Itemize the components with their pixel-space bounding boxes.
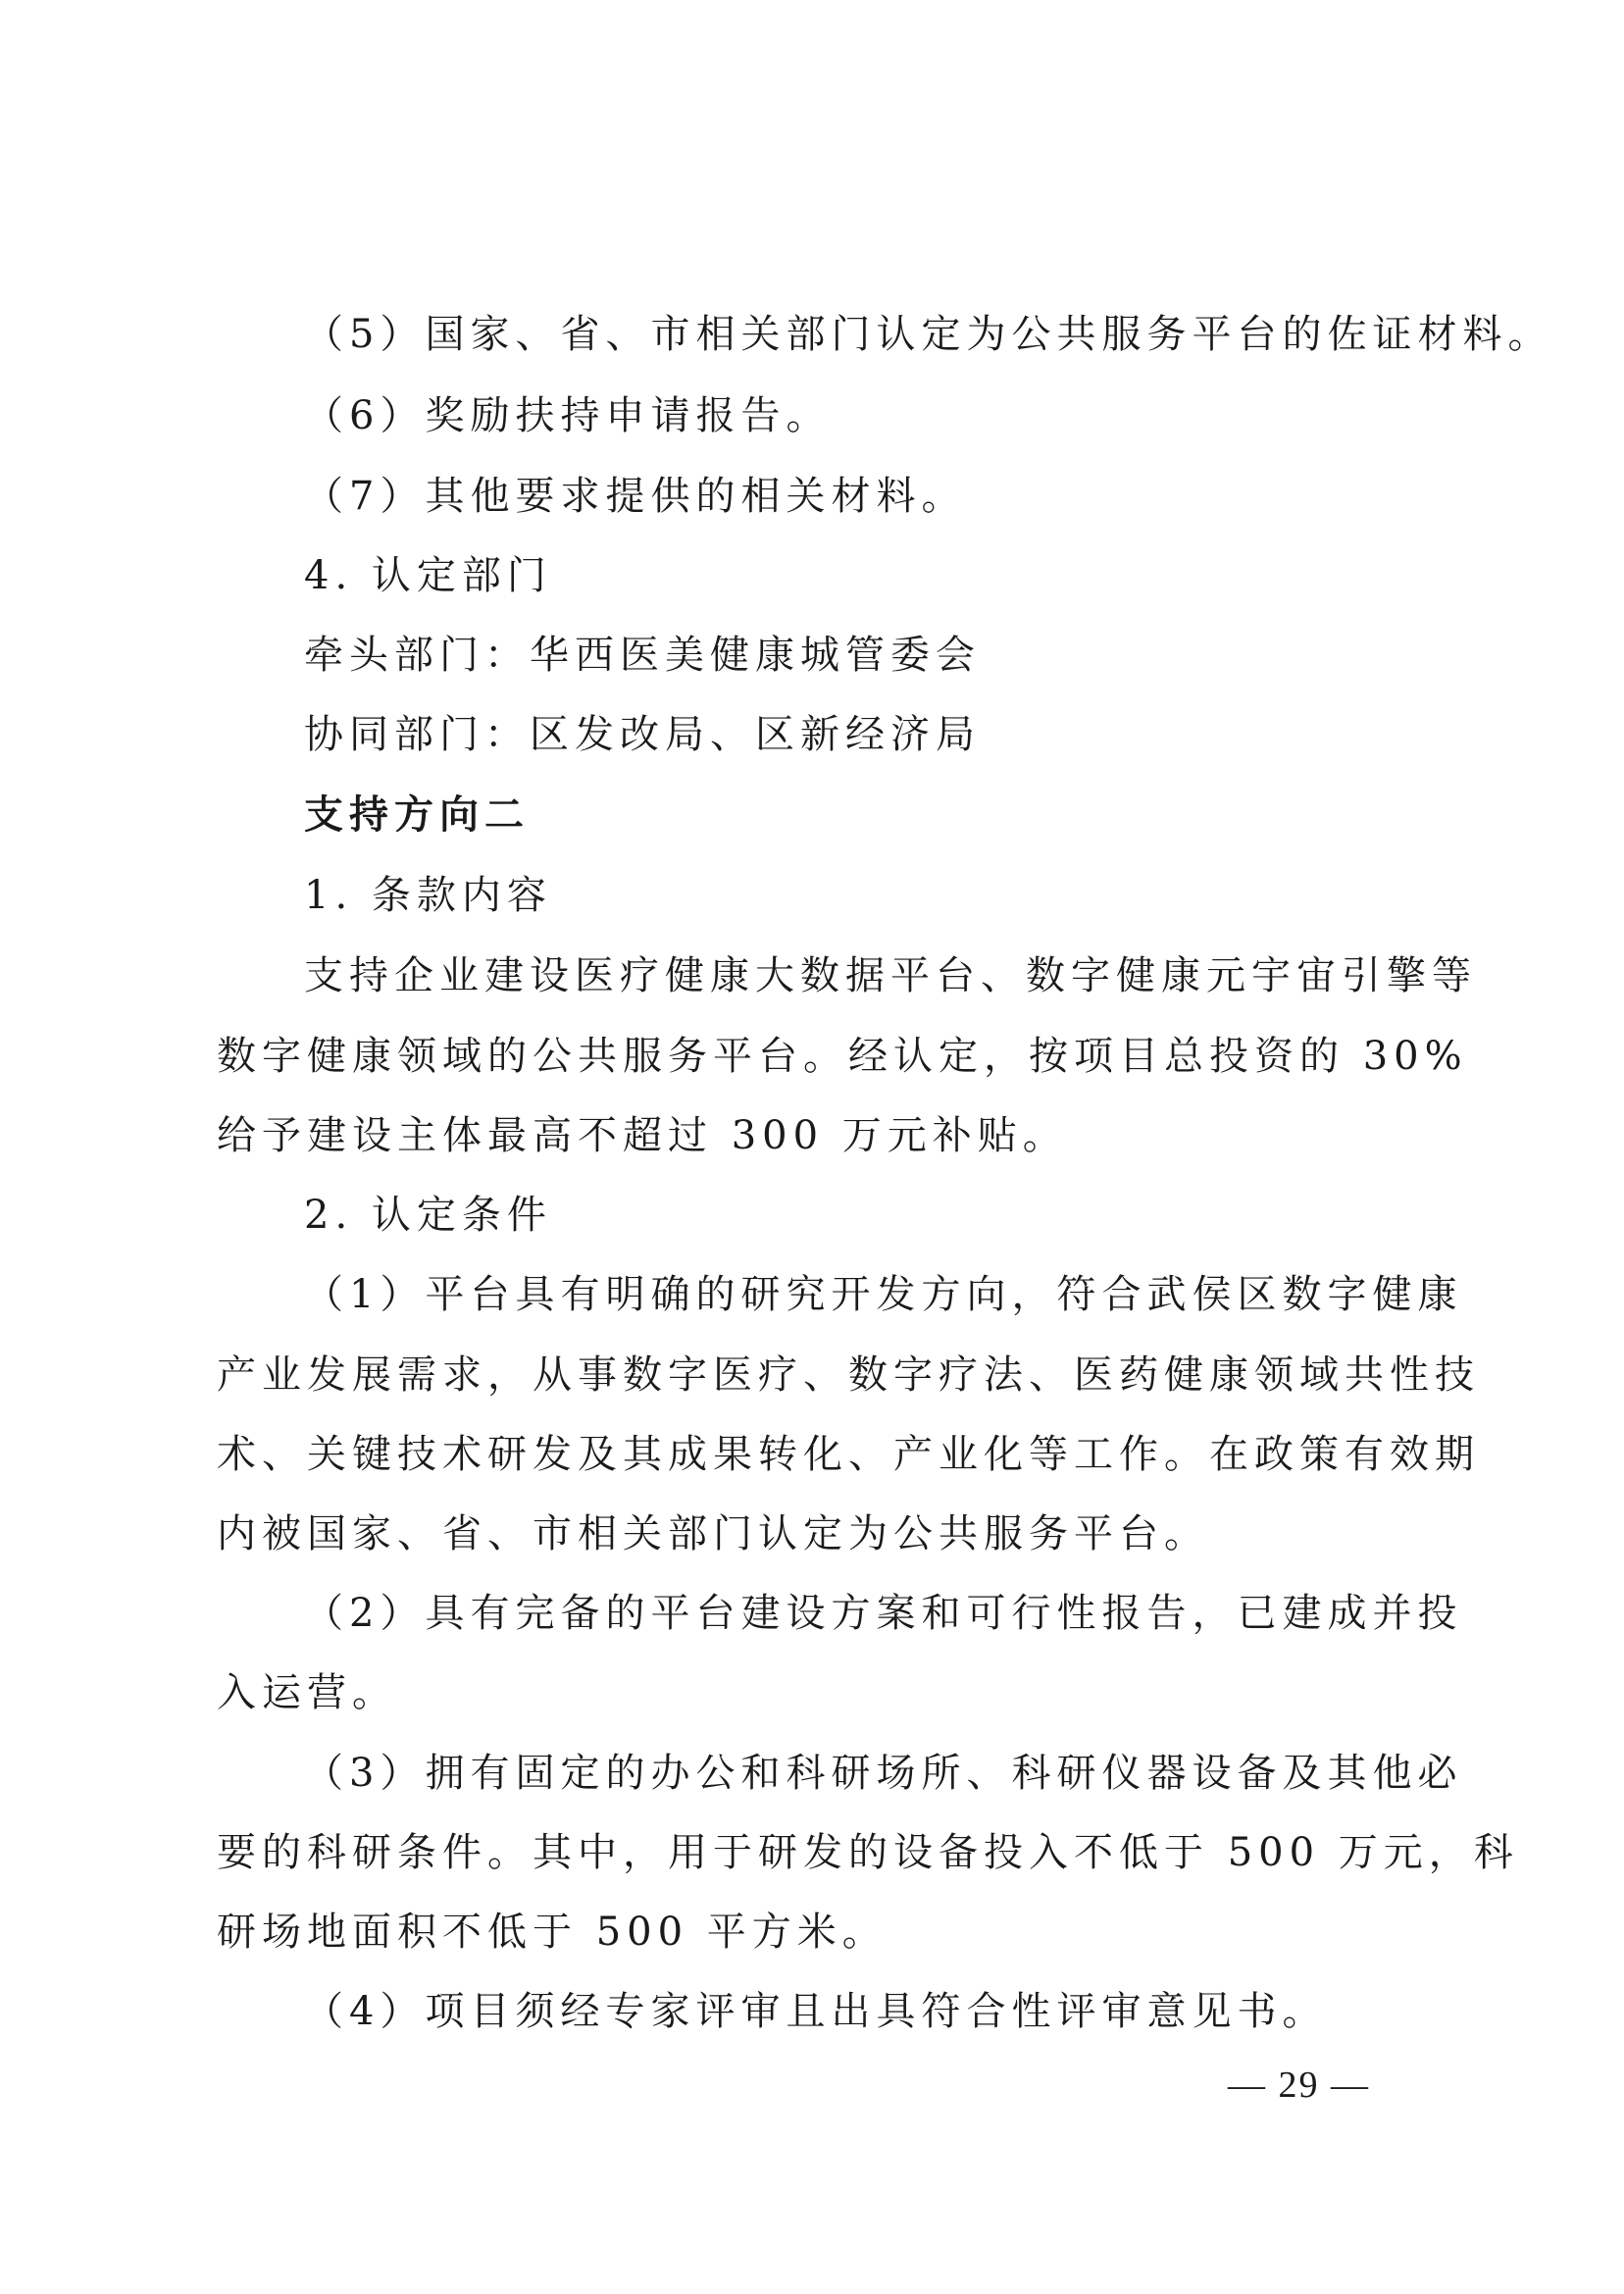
- condition-1-line: 内被国家、省、市相关部门认定为公共服务平台。: [217, 1511, 1209, 1556]
- section-2-heading: 2. 认定条件: [304, 1193, 552, 1238]
- item-7-other-materials: （7）其他要求提供的相关材料。: [304, 474, 967, 519]
- clause-paragraph-line: 给予建设主体最高不超过 300 万元补贴。: [217, 1113, 1068, 1158]
- section-4-heading: 4. 认定部门: [304, 553, 552, 598]
- clause-paragraph-line: 支持企业建设医疗健康大数据平台、数字健康元宇宙引擎等: [304, 953, 1477, 998]
- condition-1-line: （1）平台具有明确的研究开发方向，符合武侯区数字健康: [304, 1272, 1463, 1317]
- lead-department: 牵头部门：华西医美健康城管委会: [304, 633, 981, 678]
- condition-2-line: 入运营。: [217, 1670, 397, 1715]
- condition-2-line: （2）具有完备的平台建设方案和可行性报告，已建成并投: [304, 1591, 1463, 1636]
- cooperating-departments: 协同部门：区发改局、区新经济局: [304, 712, 981, 757]
- page-number: — 29 —: [1228, 2065, 1370, 2106]
- condition-1-line: 术、关键技术研发及其成果转化、产业化等工作。在政策有效期: [217, 1432, 1480, 1477]
- clause-paragraph-line: 数字健康领域的公共服务平台。经认定，按项目总投资的 30%: [217, 1034, 1468, 1079]
- support-direction-heading: 支持方向二: [304, 792, 530, 838]
- item-5-supporting-materials: （5）国家、省、市相关部门认定为公共服务平台的佐证材料。: [304, 312, 1553, 357]
- condition-3-line: 研场地面积不低于 500 平方米。: [217, 1910, 888, 1955]
- section-1-heading: 1. 条款内容: [304, 873, 552, 918]
- condition-3-line: 要的科研条件。其中，用于研发的设备投入不低于 500 万元，科: [217, 1830, 1519, 1875]
- condition-1-line: 产业发展需求，从事数字医疗、数字疗法、医药健康领域共性技: [217, 1352, 1480, 1398]
- condition-3-line: （3）拥有固定的办公和科研场所、科研仪器设备及其他必: [304, 1751, 1463, 1796]
- condition-4-line: （4）项目须经专家评审且出具符合性评审意见书。: [304, 1989, 1328, 2034]
- item-6-application-report: （6）奖励扶持申请报告。: [304, 393, 832, 438]
